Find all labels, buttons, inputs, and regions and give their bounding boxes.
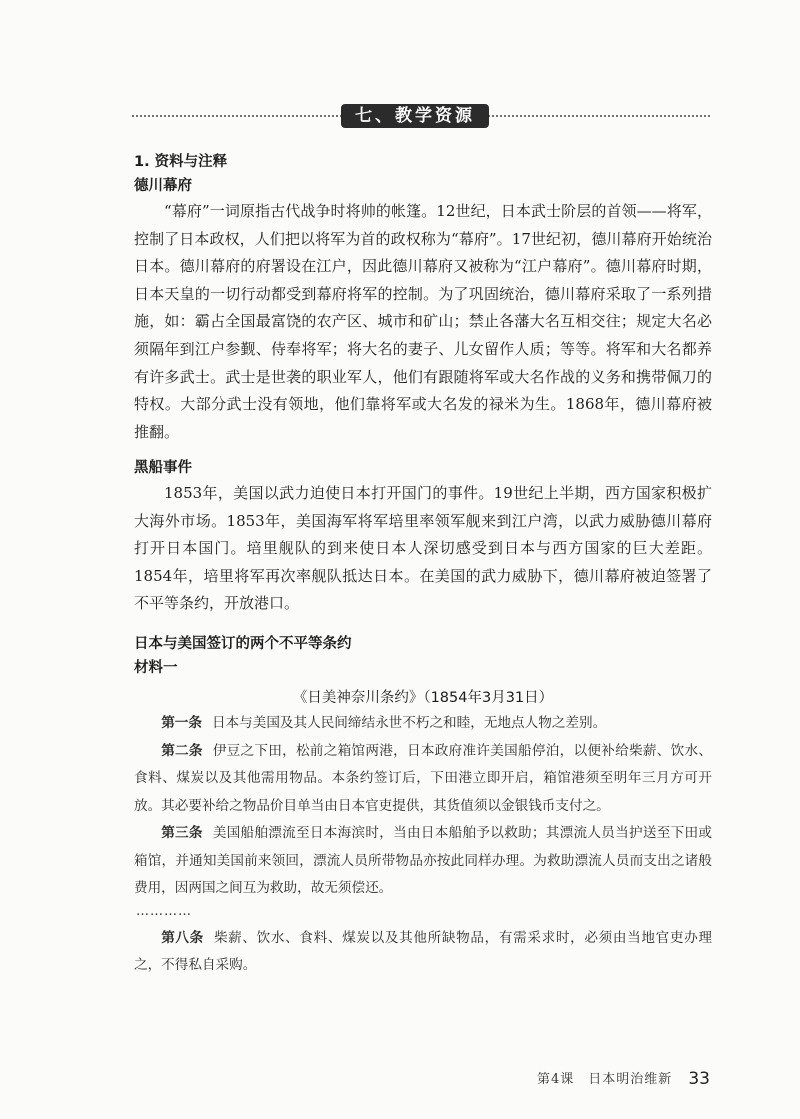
article-label: 第一条 — [161, 715, 202, 731]
treaty-article — [134, 925, 712, 980]
treaty-articles-after — [134, 925, 712, 980]
article-label: 第八条 — [161, 929, 204, 946]
treaty-article — [134, 738, 712, 821]
section-title: 七、教学资源 — [341, 104, 489, 128]
treaty-article — [134, 820, 712, 903]
treaty-articles — [134, 710, 712, 903]
article-text: 美国船舶漂流至日本海滨时，当由日本船舶予以救助；其漂流人员当护送至下田或箱馆，并通知美国前来领回，漂流人员所带物品亦按此同样办理。为救助漂流人员而支出之诸般费用，因两国之间互为救助，故无须偿还。 — [134, 825, 712, 896]
treaties-heading: 日本与美国签订的两个不平等条约 — [134, 636, 352, 652]
article-text: 日本与美国及其人民间缔结永世不朽之和睦，无地点人物之差别。 — [211, 715, 607, 731]
section-black-ships — [134, 456, 712, 618]
section-materials — [134, 150, 712, 446]
page-footer — [537, 1068, 710, 1089]
tokugawa-paragraph: “幕府”一词原指古代战争时将帅的帐篷。12世纪，日本武士阶层的首领——将军，控制了日本政权，人们把以将军为首的政权称为“幕府”。17世纪初，德川幕府开始统治日本。德川幕府的府署设在江户，因此德川幕府又被称为“江户幕府”。德川幕府时期，日本天皇的一切行动都受到幕府将军的控制。为了巩固统治，德川幕府采取了一系列措施，如：霸占全国最富饶的农产区、城市和矿山；禁止各藩大名互相交往；规定大名必须隔年到江户参觐、侍奉将军；将大名的妻子、儿女留作人质；等等。将军和大名都养有许多武士。武士是世袭的职业军人，他们有跟随将军或大名作战的义务和携带佩刀的特权。大部分武士没有领地，他们靠将军或大名发的禄米为生。1868年，德川幕府被推翻。 — [134, 202, 712, 441]
section-treaties — [134, 632, 712, 980]
article-text: 柴薪、饮水、食料、煤炭以及其他所缺物品，有需采求时，必须由当地官吏办理之，不得私自采购。 — [134, 929, 712, 973]
tokugawa-heading: 德川幕府 — [134, 178, 192, 194]
page-number: 33 — [688, 1069, 710, 1089]
lesson-title: 第4课 日本明治维新 — [536, 1072, 673, 1087]
ellipsis: ………… — [136, 903, 192, 919]
black-ships-heading: 黑船事件 — [134, 460, 192, 476]
treaty-article — [134, 710, 712, 738]
materials-heading: 1. 资料与注释 — [134, 154, 228, 170]
article-label: 第三条 — [161, 825, 203, 841]
material-one-label: 材料一 — [134, 660, 178, 676]
section-header — [132, 104, 710, 126]
treaty-title: 《日美神奈川条约》（1854年3月31日） — [292, 690, 554, 706]
article-label: 第二条 — [161, 742, 203, 759]
black-ships-paragraph: 1853年，美国以武力迫使日本打开国门的事件。19世纪上半期，西方国家积极扩大海外市场。1853年，美国海军将军培里率领军舰来到江户湾，以武力威胁德川幕府打开日本国门。培里舰队的到来使日本人深切感受到日本与西方国家的巨大差距。1854年，培里将军再次率舰队抵达日本。在美国的武力威胁下，德川幕府被迫签署了不平等条约，开放港口。 — [134, 484, 712, 613]
article-text: 伊豆之下田，松前之箱馆两港，日本政府准许美国船停泊，以便补给柴薪、饮水、食料、煤炭以及其他需用物品。本条约签订后，下田港立即开启，箱馆港须至明年三月方可开放。其必要补给之物品价目单当由日本官吏提供，其货值须以金银钱币支付之。 — [134, 742, 712, 814]
